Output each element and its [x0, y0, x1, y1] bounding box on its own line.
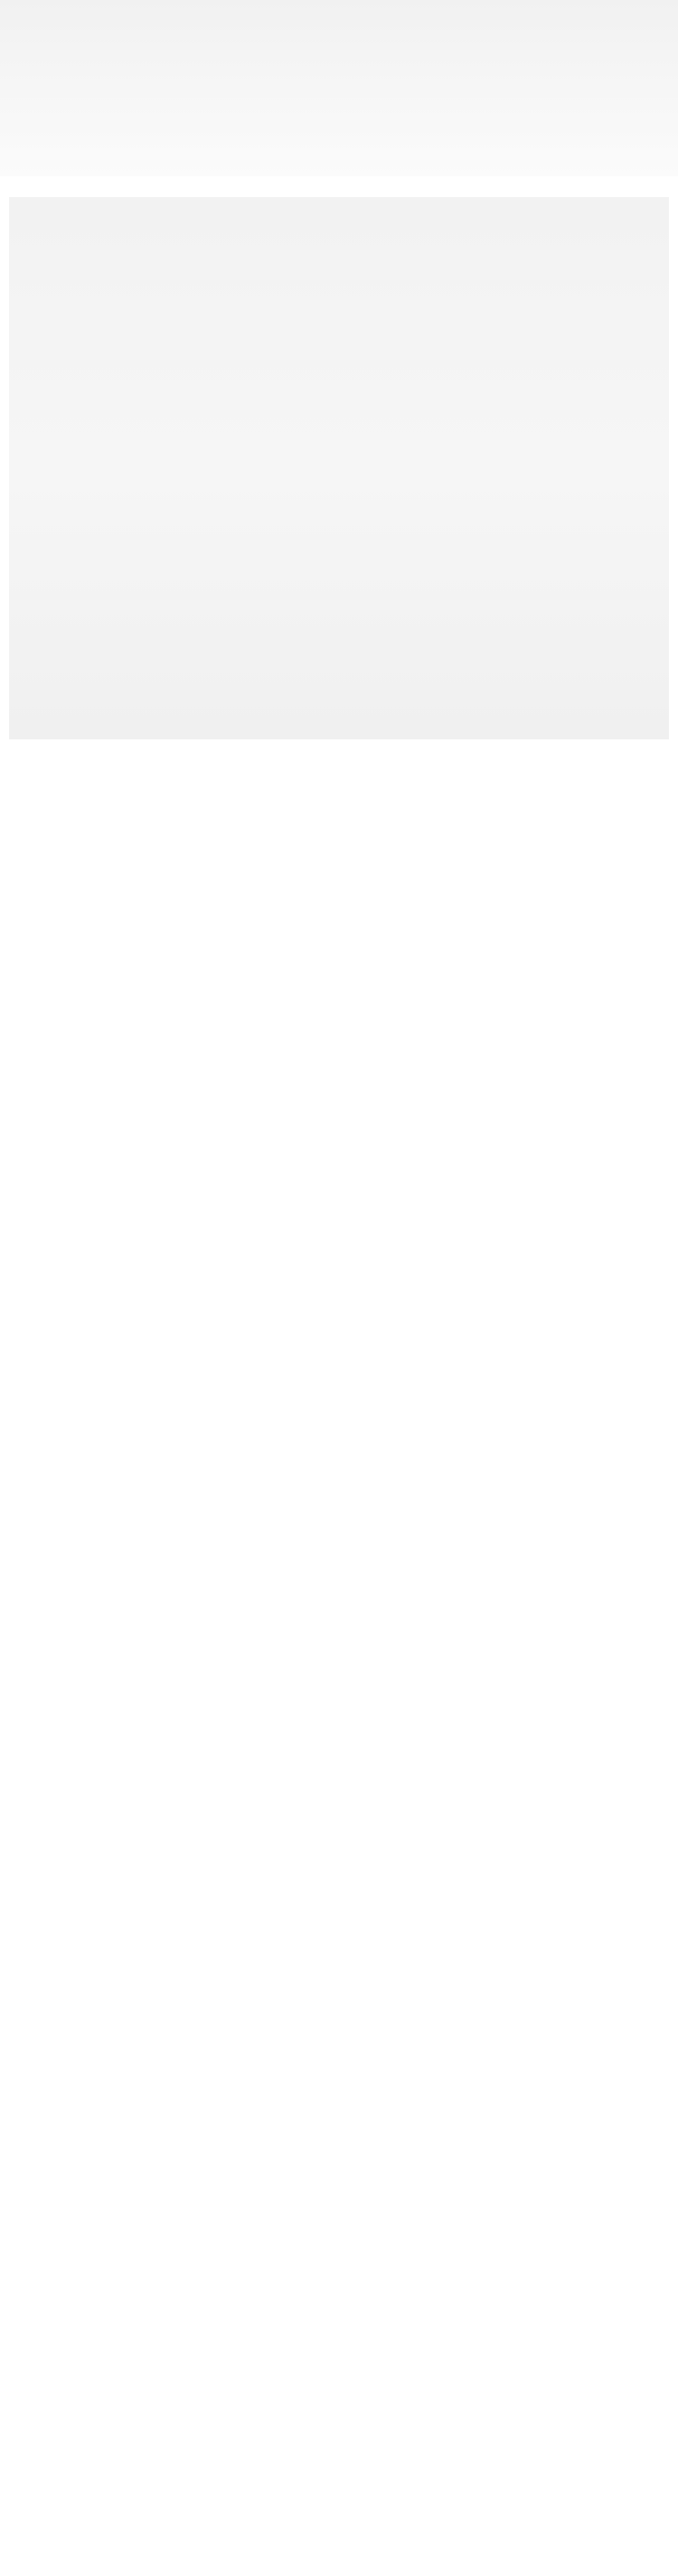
- product-photo-top-row: [0, 0, 678, 176]
- product-photo-main: [9, 197, 669, 739]
